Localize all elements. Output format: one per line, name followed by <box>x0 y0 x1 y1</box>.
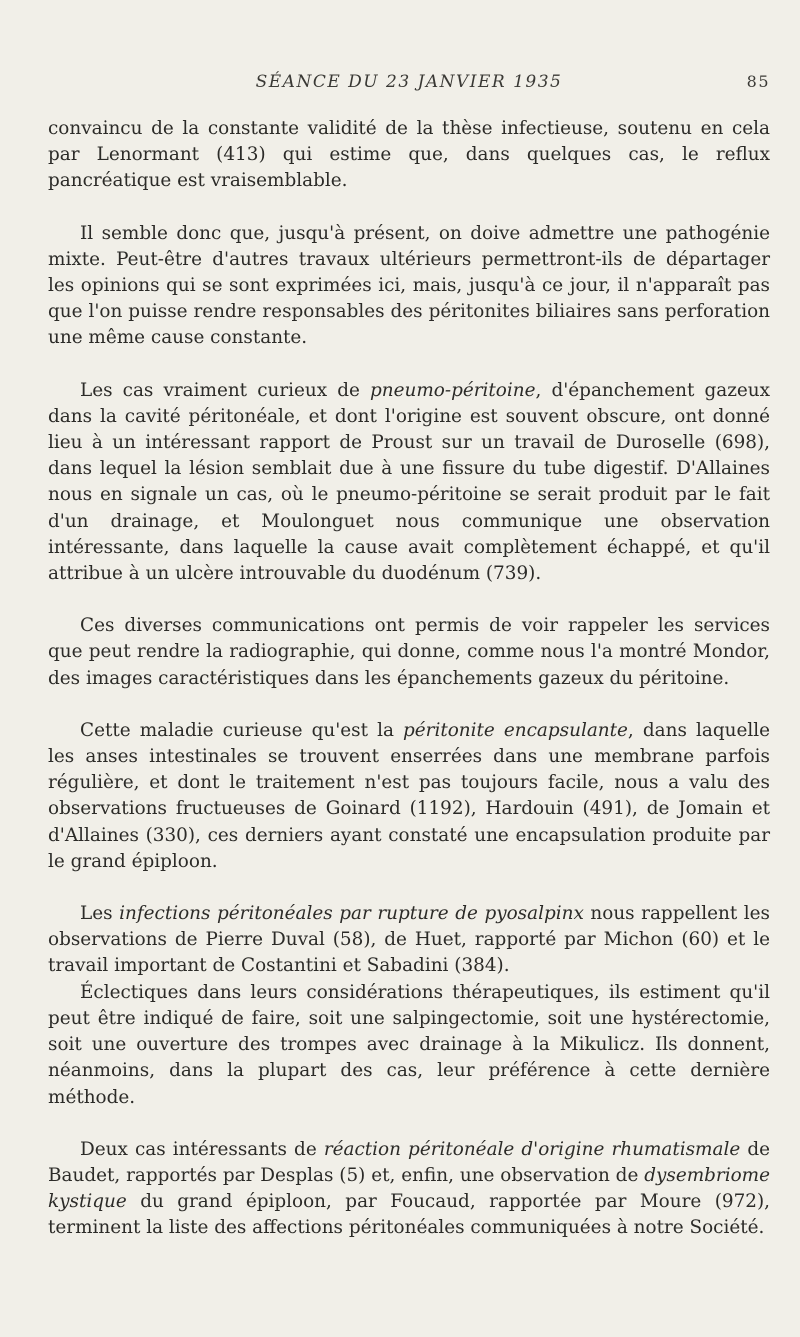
paragraph-4: Ces diverses communications ont permis de voir rappeler les services que peut rendre la radiographie, qui donne, comme nous l'a montré Mondor, des images caractéristiques dans les épanchements gazeux du péritoine. <box>48 615 770 689</box>
paragraph-1: convaincu de la constante validité de la thèse infectieuse, soutenu en cela par Lenormant (413) qui estime que, dans quelques cas, le reflux pancréatique est vraisemblable. <box>48 118 770 192</box>
body-text <box>48 116 770 1268</box>
italic-term: péritonite encapsulante <box>403 719 628 741</box>
running-title: SÉANCE DU 23 JANVIER 1935 <box>255 72 563 92</box>
running-header <box>48 72 770 96</box>
paragraph-6: Les infections péritonéales par rupture de pyosalpinx nous rappellent les observations de Pierre Duval (58), de Huet, rapporté par Michon (60) et le travail important de Costantini et Sabadini (384). <box>48 903 770 977</box>
paragraph-3: Les cas vraiment curieux de pneumo-péritoine, d'épanchement gazeux dans la cavité péritonéale, et dont l'origine est souvent obscure, ont donné lieu à un intéressant rapport de Proust sur un travail de Duroselle (698), dans lequel la lésion semblait due à une fissure du tube digestif. D'Allaines nous en signale un cas, où le pneumo-péritoine se serait produit par le fait d'un drainage, et Moulonguet nous communique une observation intéressante, dans laquelle la cause avait complètement échappé, et qu'il attribue à un ulcère introuvable du duodénum (739). <box>48 379 770 585</box>
paragraph-8: Deux cas intéressants de réaction péritonéale d'origine rhumatismale de Baudet, rapportés par Desplas (5) et, enfin, une observation de dysembriome kystique du grand épiploon, par Foucaud, rapportée par Moure (972), terminent la liste des affections péritonéales communiquées à notre Société. <box>48 1138 770 1239</box>
paragraph-5: Cette maladie curieuse qu'est la péritonite encapsulante, dans laquelle les anses intestinales se trouvent enserrées dans une membrane parfois régulière, et dont le traitement n'est pas toujours facile, nous a valu des observations fructueuses de Goinard (1192), Hardouin (491), de Jomain et d'Allaines (330), ces derniers ayant constaté une encapsulation produite par le grand épiploon. <box>48 719 770 872</box>
paragraph-7: Éclectiques dans leurs considérations thérapeutiques, ils estiment qu'il peut être indiqué de faire, soit une salpingectomie, soit une hystérectomie, soit une ouverture des trompes avec drainage à la Mikulicz. Ils donnent, néanmoins, dans la plupart des cas, leur préférence à cette dernière méthode. <box>48 981 770 1108</box>
italic-term: pneumo-péritoine <box>370 379 536 401</box>
page-number: 85 <box>746 72 770 91</box>
italic-term: dysembriome kystique <box>48 1164 770 1213</box>
paragraph-2: Il semble donc que, jusqu'à présent, on doive admettre une pathogénie mixte. Peut-être d'autres travaux ultérieurs permettront-ils de départager les opinions qui se sont exprimées ici, mais, jusqu'à ce jour, il n'apparaît pas que l'on puisse rendre responsables des péritonites biliaires sans perforation une même cause constante. <box>48 222 770 349</box>
italic-term: réaction péritonéale d'origine rhumatismale <box>323 1138 741 1160</box>
italic-term: infections péritonéales par rupture de pyosalpinx <box>119 903 584 925</box>
